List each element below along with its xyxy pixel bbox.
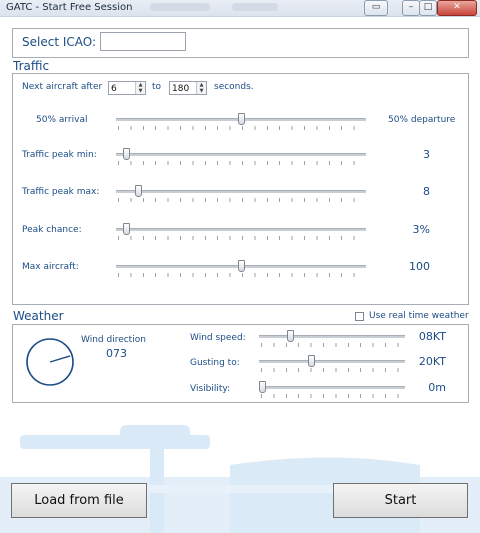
blurred-title-segment bbox=[232, 3, 278, 11]
next-min-spinner[interactable] bbox=[108, 81, 146, 95]
blurred-title-segment bbox=[150, 3, 210, 11]
slider-ticks bbox=[261, 368, 405, 372]
weather-row-value: 0m bbox=[428, 381, 446, 394]
title-bar[interactable] bbox=[0, 0, 480, 17]
weather-row-label: Gusting to: bbox=[190, 358, 240, 368]
icao-label: Select ICAO: bbox=[22, 35, 97, 49]
seconds-label: seconds. bbox=[214, 82, 254, 92]
slider-thumb[interactable] bbox=[308, 355, 315, 367]
slider-thumb[interactable] bbox=[238, 113, 245, 125]
start-button[interactable]: Start bbox=[333, 483, 468, 518]
traffic-row-label: Traffic peak min: bbox=[22, 150, 97, 160]
maximize-icon[interactable]: □ bbox=[419, 0, 437, 16]
traffic-row-label: Max aircraft: bbox=[22, 262, 79, 272]
slider-track bbox=[259, 386, 405, 389]
slider-track bbox=[116, 228, 366, 231]
weather-row-value: 20KT bbox=[418, 355, 446, 368]
restore-icon[interactable]: ▭ bbox=[364, 0, 388, 16]
traffic-row-value: 3 bbox=[423, 148, 430, 161]
slider-ticks bbox=[261, 394, 405, 398]
to-label: to bbox=[152, 82, 162, 92]
slider-ticks bbox=[261, 343, 405, 347]
slider-thumb[interactable] bbox=[135, 185, 142, 197]
realtime-weather-checkbox[interactable] bbox=[355, 312, 364, 321]
next-aircraft-label: Next aircraft after bbox=[22, 82, 103, 92]
slider-track bbox=[116, 153, 366, 156]
next-min-value: 6 bbox=[111, 84, 117, 94]
next-max-value: 180 bbox=[172, 84, 190, 94]
window-title: GATC - Start Free Session bbox=[6, 2, 133, 13]
slider-ticks bbox=[118, 161, 366, 165]
wind-direction-value: 073 bbox=[106, 347, 127, 360]
weather-row-value: 08KT bbox=[418, 330, 446, 343]
wind-direction-dial[interactable] bbox=[24, 336, 76, 388]
weather-row-label: Wind speed: bbox=[190, 333, 246, 343]
traffic-row-value: 8 bbox=[423, 185, 430, 198]
spinner-arrows-icon[interactable]: ▲ ▼ bbox=[135, 82, 145, 94]
realtime-weather-label: Use real time weather bbox=[369, 311, 469, 321]
spinner-arrows-icon[interactable]: ▲ ▼ bbox=[196, 82, 206, 94]
slider-ticks bbox=[118, 236, 366, 240]
weather-row-label: Visibility: bbox=[190, 384, 231, 394]
slider-thumb[interactable] bbox=[123, 148, 130, 160]
slider-thumb[interactable] bbox=[123, 223, 130, 235]
arrival-label: 50% arrival bbox=[36, 115, 88, 125]
traffic-section-label: Traffic bbox=[13, 59, 50, 73]
minimize-icon[interactable]: – bbox=[402, 0, 420, 16]
slider-track bbox=[116, 190, 366, 193]
slider-track bbox=[259, 360, 405, 363]
traffic-row-value: 3% bbox=[412, 223, 430, 236]
slider-thumb[interactable] bbox=[259, 381, 266, 393]
load-from-file-button[interactable]: Load from file bbox=[11, 483, 147, 518]
departure-label: 50% departure bbox=[388, 115, 456, 125]
wind-direction-needle bbox=[50, 356, 70, 362]
weather-section-label: Weather bbox=[13, 309, 64, 323]
slider-track bbox=[259, 335, 405, 338]
traffic-row-label: Peak chance: bbox=[22, 225, 82, 235]
slider-ticks bbox=[118, 198, 366, 202]
wind-direction-label: Wind direction bbox=[81, 335, 146, 345]
icao-input[interactable] bbox=[100, 32, 186, 51]
slider-ticks bbox=[118, 126, 366, 130]
slider-ticks bbox=[118, 273, 366, 277]
next-max-spinner[interactable] bbox=[169, 81, 207, 95]
traffic-row-label: Traffic peak max: bbox=[22, 187, 100, 197]
slider-thumb[interactable] bbox=[287, 330, 294, 342]
slider-thumb[interactable] bbox=[238, 260, 245, 272]
close-icon[interactable]: ✕ bbox=[437, 0, 477, 16]
traffic-row-value: 100 bbox=[409, 260, 430, 273]
